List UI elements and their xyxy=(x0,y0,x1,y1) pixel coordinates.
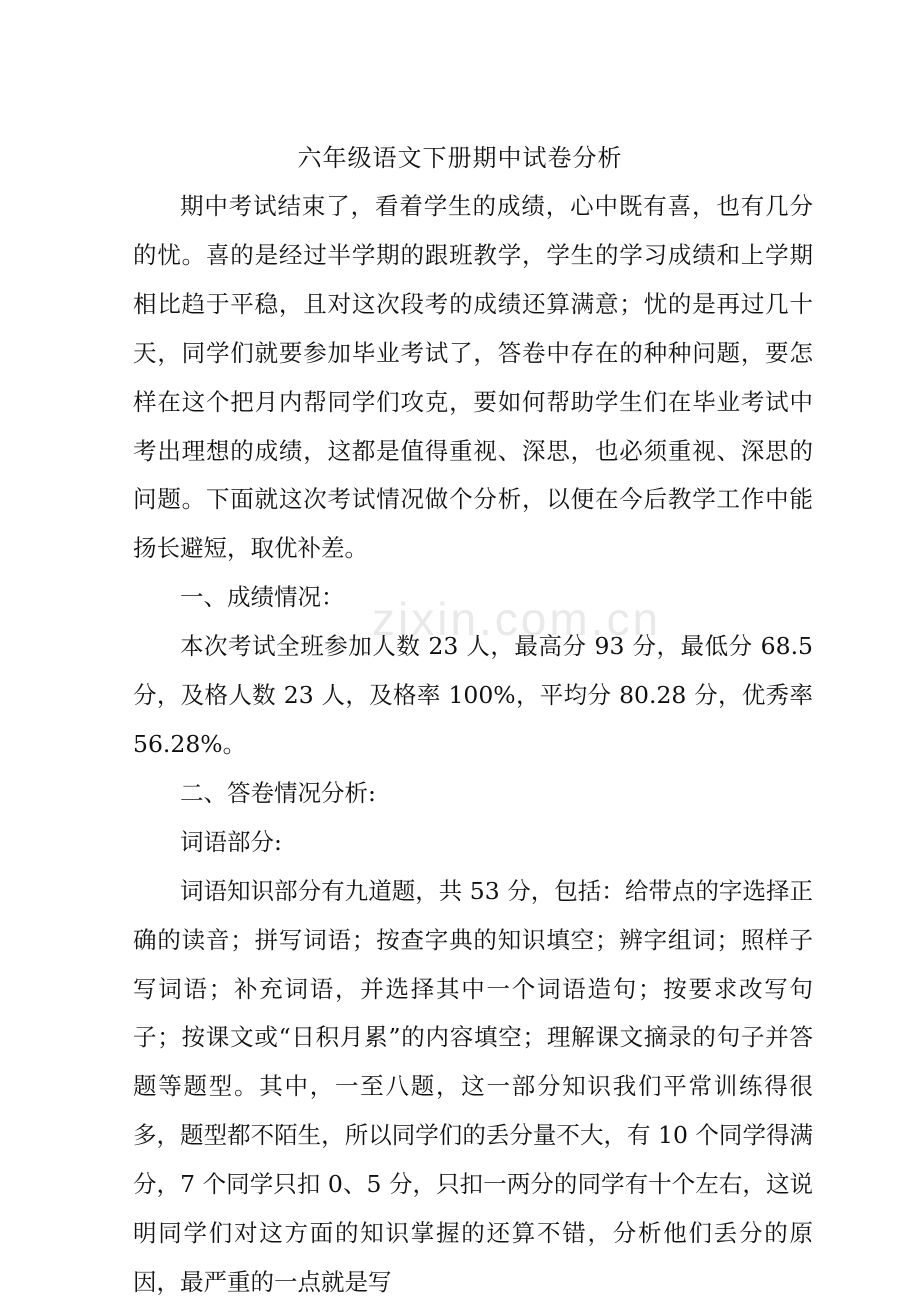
subsection-heading-vocabulary: 词语部分: xyxy=(180,827,282,856)
vocabulary-paragraph: 词语知识部分有九道题，共 53 分，包括：给带点的字选择正确的读音；拼写词语；按查字典的知识填空；辨字组词；照样子写词语；补充词语，并选择其中一个词语造句；按要求改写句子；按课文或“日积月累”的内容填空；理解课文摘录的句子并答题等题型。其中，一至八题，这一部分知识我们平常训练得很多，题型都不陌生，所以同学们的丢分量不大，有 10 个同学得满分，7 个同学只扣 0、5 分，只扣一两分的同学有十个左右，这说明同学们对这方面的知识掌握的还算不错，分析他们丢分的原因，最严重的一点就是写 xyxy=(133,876,813,1296)
scores-paragraph: 本次考试全班参加人数 23 人，最高分 93 分，最低分 68.5 分，及格人数 23 人，及格率 100%，平均分 80.28 分，优秀率 56.28%。 xyxy=(133,632,813,758)
intro-paragraph: 期中考试结束了，看着学生的成绩，心中既有喜，也有几分的忧。喜的是经过半学期的跟班教学，学生的学习成绩和上学期相比趋于平稳，且对这次段考的成绩还算满意；忧的是再过几十天，同学们就要参加毕业考试了，答卷中存在的种种问题，要怎样在这个把月内帮同学们攻克，要如何帮助学生们在毕业考试中考出理想的成绩，这都是值得重视、深思，也必须重视、深思的问题。下面就这次考试情况做个分析，以便在今后教学工作中能扬长避短，取优补差。 xyxy=(133,192,813,563)
section-heading-analysis: 二、答卷情况分析: xyxy=(180,778,376,807)
watermark-text: zixin.com.cn xyxy=(372,593,662,645)
document-title: 六年级语文下册期中试卷分析 xyxy=(297,144,623,172)
section-heading-scores: 一、成绩情况： xyxy=(180,583,345,612)
document-body xyxy=(133,182,813,1307)
